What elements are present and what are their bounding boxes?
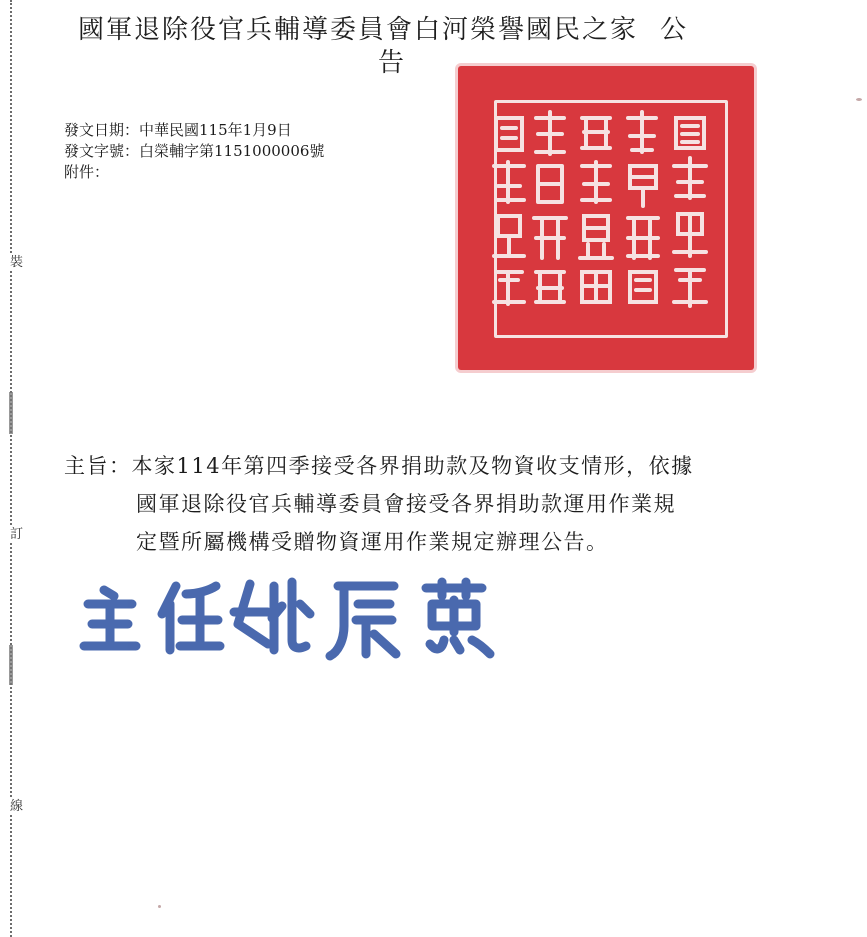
title-text: 國軍退除役官兵輔導委員會白河榮譽國民之家 — [78, 15, 639, 45]
title-wrap: 告 — [378, 48, 407, 78]
binding-mark-xian: 線 — [10, 799, 24, 814]
subject-paragraph — [64, 447, 694, 561]
subject-line: 主旨：本家114年第四季接受各界捐助款及物資收支情形，依據 — [64, 454, 694, 478]
document-number: 發文字號：白榮輔字第1151000006號 — [64, 142, 325, 160]
scan-speck — [856, 98, 862, 101]
subject-line: 國軍退除役官兵輔導委員會接受各界捐助款運用作業規 — [136, 492, 676, 516]
scan-mark — [9, 645, 13, 685]
binding-mark-zhuang: 裝 — [10, 255, 24, 270]
scan-mark — [9, 392, 13, 434]
subject-line: 定暨所屬機構受贈物資運用作業規定辦理公告。 — [136, 530, 609, 554]
document-meta — [64, 120, 324, 183]
director-signature-stamp — [74, 560, 524, 670]
official-seal-stamp — [458, 66, 754, 370]
attachment-label: 附件： — [64, 163, 110, 181]
title-suffix: 公 — [660, 15, 689, 45]
binding-mark-ding: 訂 — [10, 527, 24, 542]
scan-speck — [158, 905, 161, 908]
signature-glyphs — [74, 560, 524, 670]
binding-dotted-line — [10, 0, 12, 937]
seal-border — [494, 100, 728, 338]
issue-date: 發文日期：中華民國115年1月9日 — [64, 121, 292, 139]
